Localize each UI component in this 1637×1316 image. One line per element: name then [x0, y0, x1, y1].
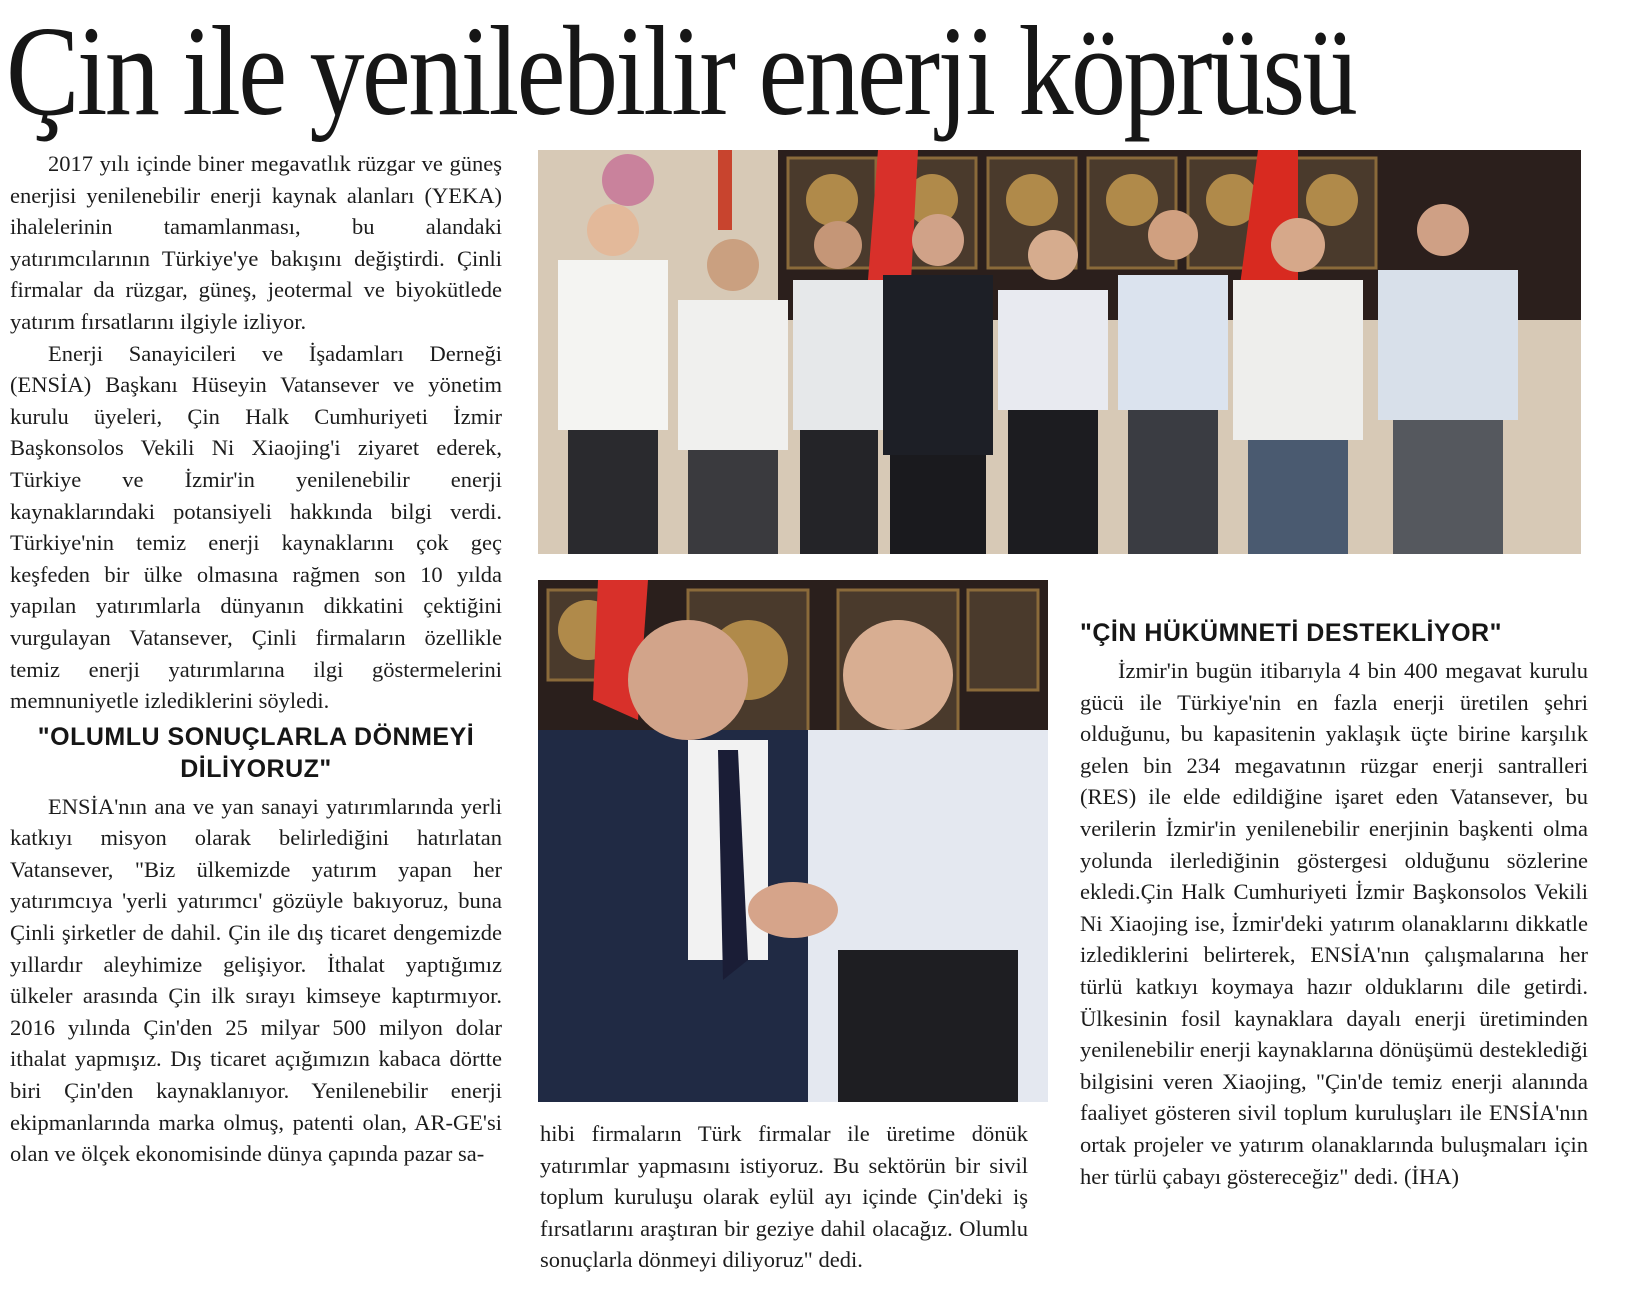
paragraph: 2017 yılı içinde biner megavatlık rüzgar ve güneş enerjisi yenilenebilir enerji kaynak alanları (YEKA) ihalelerinin tamamlanması, bu alandaki yatırımcılarının Türkiye'ye bakışını değiştirdi. Çinli firmalar da rüzgar, güneş, jeotermal ve biyokütlede yatırım fırsatlarını ilgiyle izliyor.	[10, 151, 502, 334]
article-left-column	[10, 148, 502, 1170]
article-middle-column	[540, 1118, 1028, 1276]
paragraph: İzmir'in bugün itibarıyla 4 bin 400 megavat kurulu gücü ile Türkiye'nin en fazla enerji üretilen şehri olduğunu, bu kapasitenin yaklaşık üçte birine karşılık gelen bin 234 megavatının rüzgar enerji santralleri (RES) ile elde edildiğine işaret eden Vatansever, bu verilerin İzmir'in yenilenebilir enerjinin başkenti olma yolunda ilerlediğinin göstergesi olduğunu sözlerine ekledi.Çin Halk Cumhuriyeti İzmir Başkonsolos Vekili Ni Xiaojing ise, İzmir'deki yatırım olanaklarını dikkatle izlediklerini belirterek, ENSİA'nın çalışmalarına her türlü katkıyı koymaya hazır olduklarını dile getirdi. Ülkesinin fosil kaynaklara dayalı enerji üretiminden yenilenebilir enerji kaynaklarına dönüşümü desteklediği bilgisini veren Xiaojing, "Çin'de temiz enerji alanında faaliyet gösteren sivil toplum kuruluşları ile ENSİA'nın ortak projeler ve yatırım olanaklarında buluşmaları için her türlü çabayı göstereceğiz" dedi. (İHA)	[1080, 658, 1588, 1189]
article-right-column	[1080, 617, 1588, 1192]
paragraph: Enerji Sanayicileri ve İşadamları Derneği (ENSİA) Başkanı Hüseyin Vatansever ve yönetim kurulu üyeleri, Çin Halk Cumhuriyeti İzmir Başkonsolos Vekili Ni Xiaojing'i ziyaret ederek, Türkiye ve İzmir'in yenilenebilir enerji kaynaklarındaki potansiyeli hakkında bilgi verdi. Türkiye'nin temiz enerji kaynaklarını çok geç keşfeden bir ülke olmasına rağmen son 10 yılda yapılan yatırımlarla dünyanın dikkatini çektiğini vurgulayan Vatansever, Çinli firmaların özellikle temiz enerji yatırımlarına ilgi göstermelerini memnuniyetle izlediklerini söyledi.	[10, 340, 502, 714]
headline: Çin ile yenilebilir enerji köprüsü	[6, 0, 1356, 142]
group-photo	[538, 150, 1581, 554]
subheading: "OLUMLU SONUÇLARLA DÖNMEYİ DİLİYORUZ"	[37, 722, 475, 783]
paragraph: ENSİA'nın ana ve yan sanayi yatırımlarında yerli katkıyı misyon olarak belirlediğini hatırlatan Vatansever, "Biz ülkemizde yatırım yapan her yatırımcıya 'yerli yatırımcı' gözüyle bakıyoruz, buna Çinli şirketler de dahil. Çin ile dış ticaret dengemizde yıllardır aleyhimize gelişiyor. İthalat yaptığımız ülkeler arasında Çin ilk sırayı kimseye kaptırmıyor. 2016 yılında Çin'den 25 milyar 500 milyon dolar ithalat yapmışız. Dış ticaret açığımızın kabaca dörtte biri Çin'den kaynaklanıyor. Yenilenebilir enerji ekipmanlarında marka olmuş, patenti olan, AR-GE'si olan ve ölçek ekonomisinde dünya çapında pazar sa-	[10, 793, 502, 1167]
subheading: "ÇİN HÜKÜMNETİ DESTEKLİYOR"	[1080, 619, 1502, 647]
handshake-photo	[538, 580, 1048, 1102]
paragraph: hibi firmaların Türk firmalar ile üretime dönük yatırımlar yapmasını istiyoruz. Bu sektörün bir sivil toplum kuruluşu olarak eylül ayı içinde Çin'deki iş fırsatlarını araştıran bir geziye dahil olacağız. Olumlu sonuçlarla dönmeyi diliyoruz" dedi.	[540, 1121, 1028, 1273]
